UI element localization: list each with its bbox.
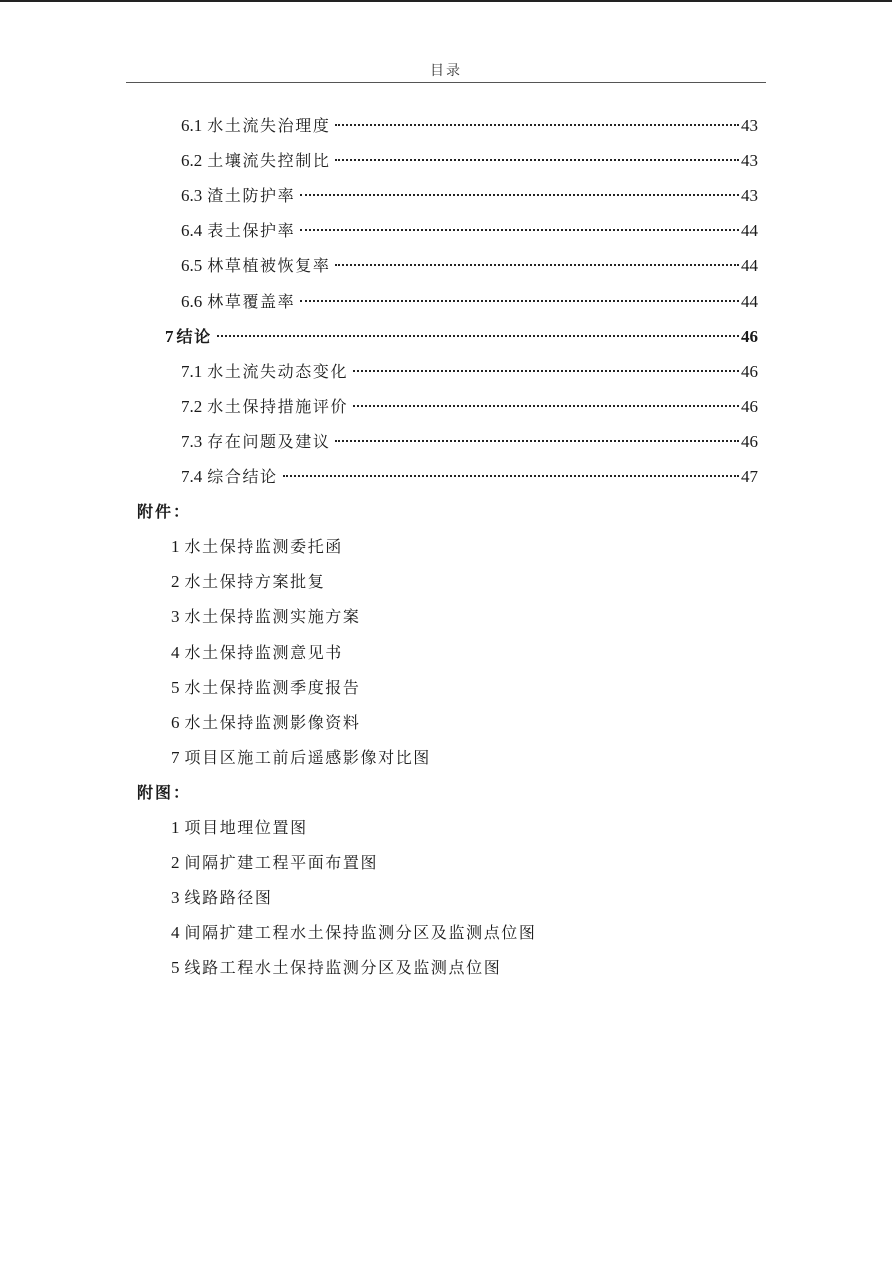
toc-entry-number: 6.5 xyxy=(181,256,203,276)
toc-dot-leader xyxy=(283,475,739,477)
toc-entry-number: 6.3 xyxy=(181,186,203,206)
attachment-title: 水土保持方案批复 xyxy=(184,572,326,592)
toc-entry[interactable] xyxy=(181,219,758,243)
attachment-item[interactable] xyxy=(171,535,343,559)
figure-number: 3 xyxy=(171,888,180,908)
toc-entry-page: 43 xyxy=(741,116,758,135)
toc-dot-leader xyxy=(217,335,739,337)
toc-entry[interactable] xyxy=(181,114,758,138)
toc-chapter-entry[interactable] xyxy=(165,325,758,349)
attachment-item[interactable] xyxy=(171,570,325,594)
figure-item[interactable] xyxy=(171,921,537,945)
toc-entry-number: 6.1 xyxy=(181,116,203,135)
attachment-number: 2 xyxy=(171,572,180,592)
toc-dot-leader xyxy=(353,405,739,407)
toc-dot-leader xyxy=(353,370,739,372)
toc-entry-number: 7.4 xyxy=(181,467,203,486)
figure-title: 线路路径图 xyxy=(184,888,273,908)
attachment-item[interactable] xyxy=(171,605,361,629)
toc-entry[interactable] xyxy=(181,254,758,278)
toc-entry-number: 7.2 xyxy=(181,396,203,416)
figure-number: 2 xyxy=(171,853,180,873)
toc-entry-title: 水土流失动态变化 xyxy=(207,361,349,381)
toc-dot-leader xyxy=(335,264,739,266)
attachment-item[interactable] xyxy=(171,746,431,770)
toc-entry-page: 46 xyxy=(741,396,758,416)
toc-entry-number: 7.1 xyxy=(181,361,203,381)
figure-number: 4 xyxy=(171,923,180,943)
attachment-item[interactable] xyxy=(171,711,361,735)
toc-entry-page: 47 xyxy=(741,467,758,486)
toc-entry-page: 43 xyxy=(741,186,758,206)
toc-dot-leader xyxy=(300,300,739,302)
toc-entry-page: 43 xyxy=(741,151,758,171)
figure-number: 5 xyxy=(171,958,180,978)
figure-item[interactable] xyxy=(171,956,501,980)
toc-entry-title: 表土保护率 xyxy=(207,221,296,241)
toc-entry[interactable] xyxy=(181,184,758,208)
toc-dot-leader xyxy=(335,124,739,126)
toc-entry-title: 林草植被恢复率 xyxy=(207,256,331,276)
figure-item[interactable] xyxy=(171,886,273,910)
toc-entry-title: 存在问题及建议 xyxy=(207,431,331,451)
toc-dot-leader xyxy=(335,440,739,442)
toc-entry[interactable] xyxy=(181,465,758,489)
attachment-number: 3 xyxy=(171,607,180,627)
attachment-title: 水土保持监测影像资料 xyxy=(184,712,361,732)
attachment-title: 水土保持监测委托函 xyxy=(184,537,343,557)
attachment-number: 1 xyxy=(171,537,180,557)
toc-entry-page: 46 xyxy=(741,361,758,381)
toc-entry-title: 水土保持措施评价 xyxy=(207,396,349,416)
attachments-heading: 附件： xyxy=(137,502,192,522)
toc-entry[interactable] xyxy=(181,149,758,173)
toc-entry[interactable] xyxy=(181,395,758,419)
attachment-title: 水土保持监测实施方案 xyxy=(184,607,361,627)
attachment-number: 6 xyxy=(171,712,180,732)
figure-title: 项目地理位置图 xyxy=(184,818,308,837)
toc-entry-title: 渣土防护率 xyxy=(207,186,296,206)
toc-entry-page: 44 xyxy=(741,256,758,276)
attachment-number: 5 xyxy=(171,677,180,697)
toc-entry-title: 水土流失治理度 xyxy=(207,116,331,135)
toc-entry-page: 46 xyxy=(741,431,758,451)
page-header-title: 目录 xyxy=(430,63,462,79)
attachment-item[interactable] xyxy=(171,676,361,700)
toc-entry-number: 6.6 xyxy=(181,291,203,311)
attachment-title: 项目区施工前后遥感影像对比图 xyxy=(184,747,431,767)
toc-entry-number: 7.3 xyxy=(181,431,203,451)
toc-dot-leader xyxy=(335,159,739,161)
figure-title: 线路工程水土保持监测分区及监测点位图 xyxy=(184,958,502,978)
attachment-item[interactable] xyxy=(171,641,343,665)
figure-item[interactable] xyxy=(171,816,308,840)
toc-entry-page: 46 xyxy=(741,326,758,346)
toc-entry-page: 44 xyxy=(741,221,758,241)
figure-item[interactable] xyxy=(171,851,378,875)
toc-entry-title: 结论 xyxy=(176,326,212,346)
toc-entry-number: 6.2 xyxy=(181,151,203,171)
figures-heading: 附图： xyxy=(137,782,192,802)
toc-entry[interactable] xyxy=(181,430,758,454)
toc-entry-title: 土壤流失控制比 xyxy=(207,151,331,171)
attachment-number: 7 xyxy=(171,747,180,767)
figure-number: 1 xyxy=(171,818,180,837)
toc-entry[interactable] xyxy=(181,290,758,314)
figure-title: 间隔扩建工程水土保持监测分区及监测点位图 xyxy=(184,923,537,943)
header-rule xyxy=(126,82,766,83)
toc-dot-leader xyxy=(300,194,739,196)
page-top-border xyxy=(0,0,892,2)
figure-title: 间隔扩建工程平面布置图 xyxy=(184,853,379,873)
toc-entry-number: 6.4 xyxy=(181,221,203,241)
attachment-number: 4 xyxy=(171,642,180,662)
attachment-title: 水土保持监测季度报告 xyxy=(184,677,361,697)
attachment-title: 水土保持监测意见书 xyxy=(184,642,343,662)
toc-entry-page: 44 xyxy=(741,291,758,311)
toc-entry[interactable] xyxy=(181,360,758,384)
toc-entry-number: 7 xyxy=(165,326,174,346)
toc-dot-leader xyxy=(300,229,739,231)
toc-entry-title: 林草覆盖率 xyxy=(207,291,296,311)
toc-entry-title: 综合结论 xyxy=(207,467,278,486)
